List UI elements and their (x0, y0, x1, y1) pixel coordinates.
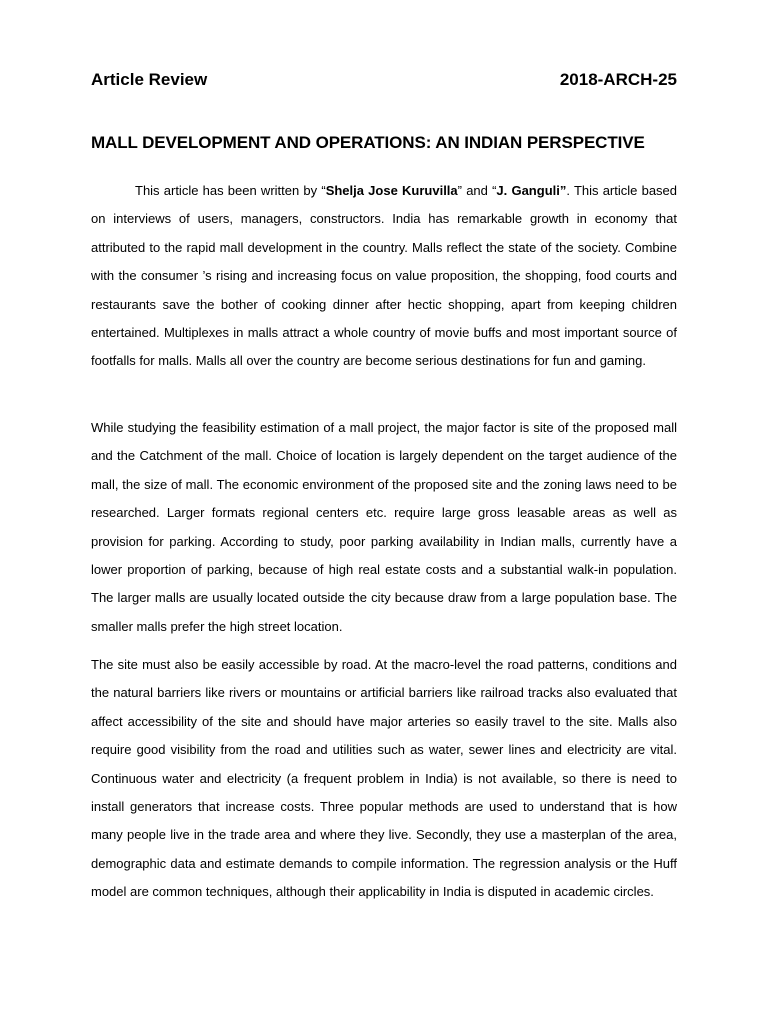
document-title: MALL DEVELOPMENT AND OPERATIONS: AN INDIAN PERSPECTIVE (91, 133, 645, 152)
paragraph-1-intro: This article has been written by “ (135, 183, 326, 198)
author-1: Shelja Jose Kuruvilla (325, 183, 458, 198)
header-row (91, 70, 677, 90)
header-code: 2018-ARCH-25 (559, 70, 677, 89)
paragraph-1-between: ” and “ (457, 183, 497, 198)
paragraph-1 (91, 177, 677, 376)
paragraph-2: While studying the feasibility estimation of a mall project, the major factor is site of the proposed mall and the Catchment of the mall. Choice of location is largely dependent on the target audience of the mall, the size of mall. The economic environment of the proposed site and the zoning laws need to be researched. Larger formats regional centers etc. require large gross leasable areas as well as provision for parking. According to study, poor parking availability in Indian malls, currently have a lower proportion of parking, because of high real estate costs and a substantial walk-in population. The larger malls are usually located outside the city because draw from a large population base. The smaller malls prefer the high street location. (91, 420, 677, 634)
header-label: Article Review (91, 70, 208, 89)
author-2: J. Ganguli” (496, 183, 567, 198)
paragraph-1-rest: . This article based on interviews of users, managers, constructors. India has remarkable growth in economy that attributed to the rapid mall development in the country. Malls reflect the state of the society. Combine with the consumer ’s rising and increasing focus on value proposition, the shopping, food courts and restaurants save the bother of cooking dinner after hectic shopping, apart from keeping children entertained. Multiplexes in malls attract a whole country of movie buffs and most important source of footfalls for malls. Malls all over the country are become serious destinations for fun and gaming. (91, 183, 678, 369)
paragraph-3: The site must also be easily accessible by road. At the macro-level the road patterns, conditions and the natural barriers like rivers or mountains or artificial barriers like railroad tracks also evaluated that affect accessibility of the site and should have major arteries so easily travel to the site. Malls also require good visibility from the road and utilities such as water, sewer lines and electricity are vital. Continuous water and electricity (a frequent problem in India) is not available, so there is need to install generators that increase costs. Three popular methods are used to understand that is how many people live in the trade area and where they live. Secondly, they use a masterplan of the area, demographic data and estimate demands to compile information. The regression analysis or the Huff model are common techniques, although their applicability in India is disputed in academic circles. (91, 657, 677, 900)
